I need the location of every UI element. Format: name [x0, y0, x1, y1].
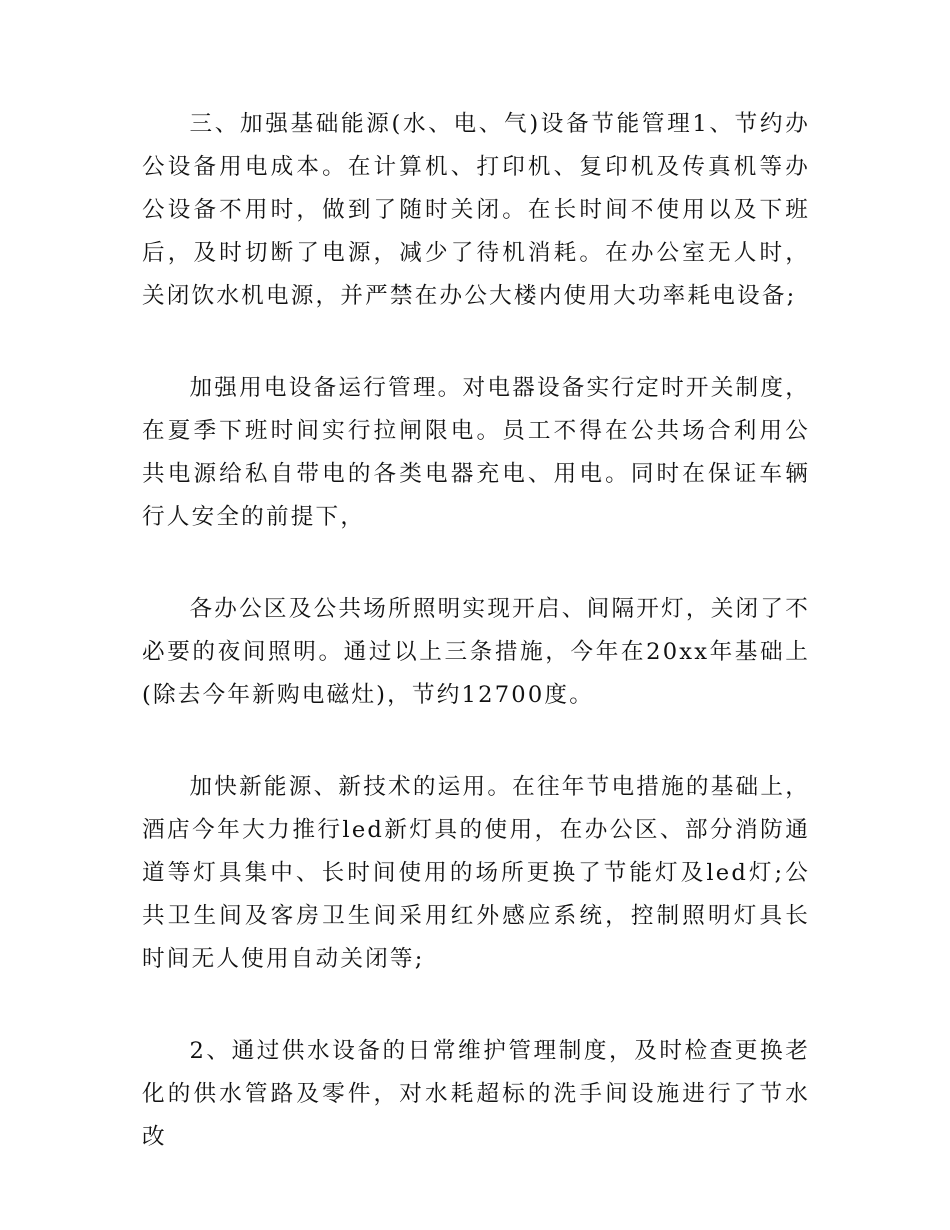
paragraph: 加快新能源、新技术的运用。在往年节电措施的基础上，酒店今年大力推行led新灯具的使用，在办公区、部分消防通道等灯具集中、长时间使用的场所更换了节能灯及led灯;公共卫生间及客房卫生间采用红外感应系统，控制照明灯具长时间无人使用自动关闭等; [142, 774, 810, 972]
paragraph: 加强用电设备运行管理。对电器设备实行定时开关制度，在夏季下班时间实行拉闸限电。员工不得在公共场合利用公共电源给私自带电的各类电器充电、用电。同时在保证车辆行人安全的前提下， [142, 375, 810, 530]
document-body [142, 103, 810, 1208]
paragraph: 三、加强基础能源(水、电、气)设备节能管理1、节约办公设备用电成本。在计算机、打印机、复印机及传真机等办公设备不用时，做到了随时关闭。在长时间不使用以及下班后，及时切断了电源，减少了待机消耗。在办公室无人时，关闭饮水机电源，并严禁在办公大楼内使用大功率耗电设备; [142, 111, 810, 309]
paragraph: 2、通过供水设备的日常维护管理制度，及时检查更换老化的供水管路及零件，对水耗超标的洗手间设施进行了节水改 [142, 1038, 810, 1150]
paragraph: 各办公区及公共场所照明实现开启、间隔开灯，关闭了不必要的夜间照明。通过以上三条措施，今年在20xx年基础上(除去今年新购电磁灶)，节约12700度。 [142, 596, 810, 708]
